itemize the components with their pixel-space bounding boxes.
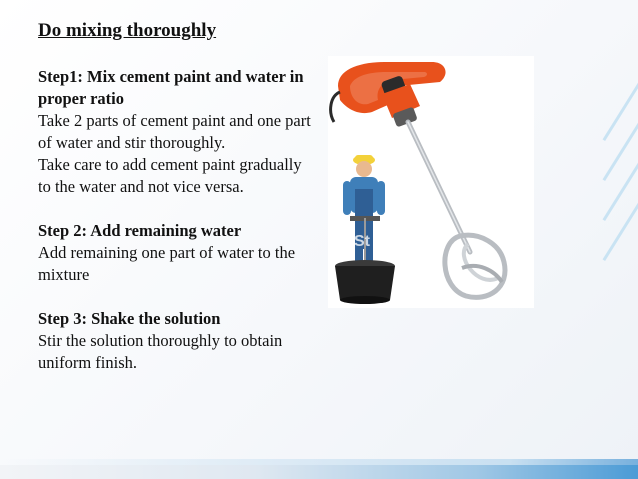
step-3-line-1: Stir the solution thoroughly to obtain uniform finish. xyxy=(38,331,283,372)
step-1-line-1: Take 2 parts of cement paint and one part of water and stir thoroughly. xyxy=(38,111,311,152)
step-1 xyxy=(38,66,318,198)
steps-list xyxy=(38,66,318,396)
slide-title: Do mixing thoroughly xyxy=(38,20,217,41)
bucket xyxy=(335,260,395,304)
background-corner-decoration xyxy=(548,0,638,479)
step-3-heading: Step 3: Shake the solution xyxy=(38,309,221,328)
step-1-line-2: Take care to add cement paint gradually to the water and not vice versa. xyxy=(38,155,302,196)
step-2-line-1: Add remaining one part of water to the mixture xyxy=(38,243,296,284)
bottom-gradient-bar xyxy=(0,465,638,479)
paint-mixer-drawing xyxy=(328,56,534,308)
paint-mixer-illustration xyxy=(328,56,534,308)
step-1-heading: Step1: Mix cement paint and water in proper ratio xyxy=(38,67,304,108)
step-3 xyxy=(38,308,318,374)
step-2 xyxy=(38,220,318,286)
watermark-text: St xyxy=(354,233,370,250)
step-2-heading: Step 2: Add remaining water xyxy=(38,221,242,240)
